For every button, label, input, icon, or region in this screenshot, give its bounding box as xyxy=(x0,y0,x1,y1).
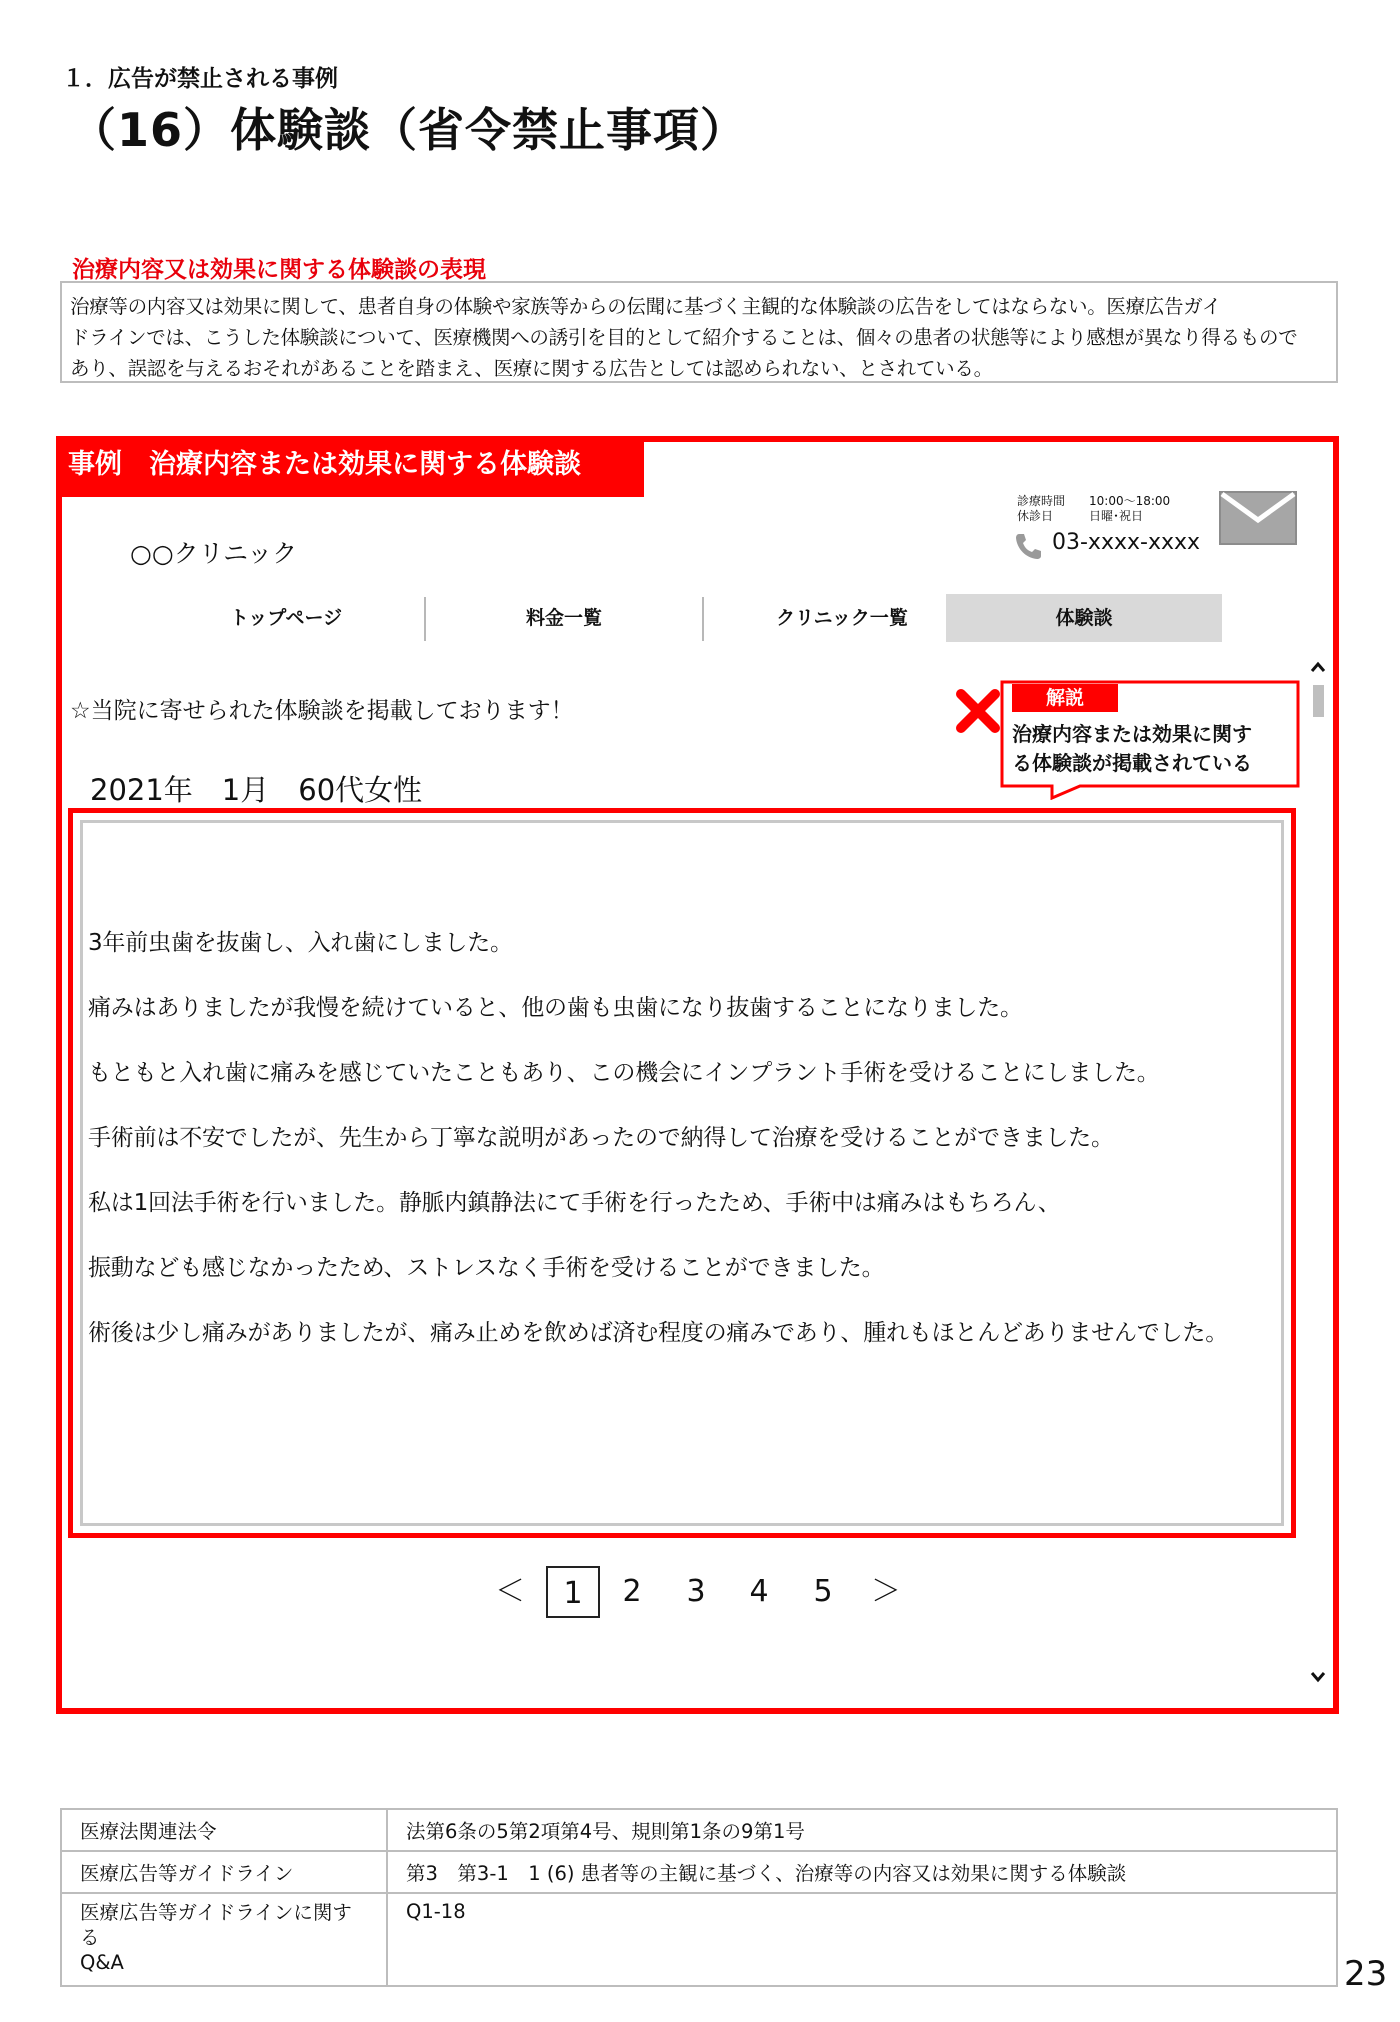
holiday-label: 休診日 xyxy=(1017,509,1054,523)
pagination-page[interactable]: 2 xyxy=(622,1574,642,1609)
nav-item-top[interactable]: トップページ xyxy=(229,607,343,629)
definition-line: あり、誤認を与えるおそれがあることを踏まえ、医療に関する広告としては認められない、とされている。 xyxy=(70,357,993,380)
scroll-up-icon[interactable] xyxy=(1310,660,1326,674)
table-value: 法第6条の5第2項第4号、規則第1条の9第1号 xyxy=(387,1809,1337,1851)
testimonial-line: 痛みはありましたが我慢を続けていると、他の歯も虫歯になり抜歯することになりました。 xyxy=(88,995,1023,1021)
definition-line: 治療等の内容又は効果に関して、患者自身の体験や家族等からの伝聞に基づく主観的な体験談の広告をしてはならない。医療広告ガイ xyxy=(70,295,1222,318)
table-value: Q1-18 xyxy=(387,1893,1337,1986)
section-label: １．広告が禁止される事例 xyxy=(62,66,338,92)
testimonial-line: 術後は少し痛みがありましたが、痛み止めを飲めば済む程度の痛みであり、腫れもほとんどありませんでした。 xyxy=(88,1320,1228,1346)
table-row xyxy=(61,1851,1337,1893)
site-nav xyxy=(148,594,1228,642)
table-label: 医療広告等ガイドラインに関する Q&A xyxy=(61,1893,387,1986)
pagination-page[interactable]: 4 xyxy=(749,1574,769,1609)
table-value: 第3 第3-1 1 (6) 患者等の主観に基づく、治療等の内容又は効果に関する体験談 xyxy=(387,1851,1337,1893)
clinic-hours xyxy=(1017,494,1170,524)
callout-text xyxy=(1012,720,1292,778)
scroll-down-icon[interactable] xyxy=(1310,1670,1326,1684)
x-mark-icon xyxy=(955,688,1001,734)
table-label: 医療法関連法令 xyxy=(61,1809,387,1851)
pagination-page[interactable]: 3 xyxy=(686,1574,706,1609)
holiday-value: 日曜･祝日 xyxy=(1089,509,1144,523)
testimonial-date: 2021年 1月 60代女性 xyxy=(90,773,423,807)
callout-line: る体験談が掲載されている xyxy=(1012,751,1252,775)
phone-icon xyxy=(1013,531,1043,561)
callout-line: 治療内容または効果に関す xyxy=(1012,722,1252,746)
scrollbar-thumb[interactable] xyxy=(1313,685,1324,717)
definition-box xyxy=(60,281,1338,383)
page-number: 23 xyxy=(1344,1954,1388,1994)
testimonial-body xyxy=(88,923,1278,1378)
table-row xyxy=(61,1893,1337,1986)
pagination xyxy=(490,1566,910,1618)
testimonial-line: 手術前は不安でしたが、先生から丁寧な説明があったので納得して治療を受けることができました。 xyxy=(88,1125,1114,1151)
testimonial-line: 3年前虫歯を抜歯し、入れ歯にしました。 xyxy=(88,930,513,956)
pagination-page[interactable]: 5 xyxy=(813,1574,833,1609)
clinic-phone[interactable]: 03-xxxx-xxxx xyxy=(1052,530,1201,555)
pagination-page-current[interactable]: 1 xyxy=(546,1566,600,1618)
testimonial-line: 私は1回法手術を行いました。静脈内鎮静法にて手術を行ったため、手術中は痛みはもちろん、 xyxy=(88,1190,1061,1216)
callout-tag: 解説 xyxy=(1012,684,1118,712)
definition-heading: 治療内容又は効果に関する体験談の表現 xyxy=(72,257,486,283)
page-title: （16）体験談（省令禁止事項） xyxy=(70,103,748,157)
nav-item-testimonials[interactable]: 体験談 xyxy=(946,594,1222,642)
intro-text: ☆当院に寄せられた体験談を掲載しております！ xyxy=(70,698,574,724)
hours-label: 診療時間 xyxy=(1017,494,1066,508)
pagination-prev[interactable]: ＜ xyxy=(495,1574,525,1609)
hours-value: 10:00～18:00 xyxy=(1089,494,1171,508)
example-tab: 事例 治療内容または効果に関する体験談 xyxy=(56,436,644,497)
nav-item-prices[interactable]: 料金一覧 xyxy=(525,607,602,629)
testimonial-line: もともと入れ歯に痛みを感じていたこともあり、この機会にインプラント手術を受けることにしました。 xyxy=(88,1060,1160,1086)
testimonial-line: 振動なども感じなかったため、ストレスなく手術を受けることができました。 xyxy=(88,1255,885,1281)
definition-line: ドラインでは、こうした体験談について、医療機関への誘引を目的として紹介することは、個々の患者の状態等により感想が異なり得るもので xyxy=(70,326,1298,349)
clinic-name[interactable]: ○○クリニック xyxy=(130,539,298,568)
nav-item-clinics[interactable]: クリニック一覧 xyxy=(776,607,908,629)
mail-icon[interactable] xyxy=(1218,490,1298,546)
table-row xyxy=(61,1809,1337,1851)
table-label: 医療広告等ガイドライン xyxy=(61,1851,387,1893)
law-reference-table xyxy=(60,1808,1338,1987)
pagination-next[interactable]: ＞ xyxy=(871,1574,901,1609)
